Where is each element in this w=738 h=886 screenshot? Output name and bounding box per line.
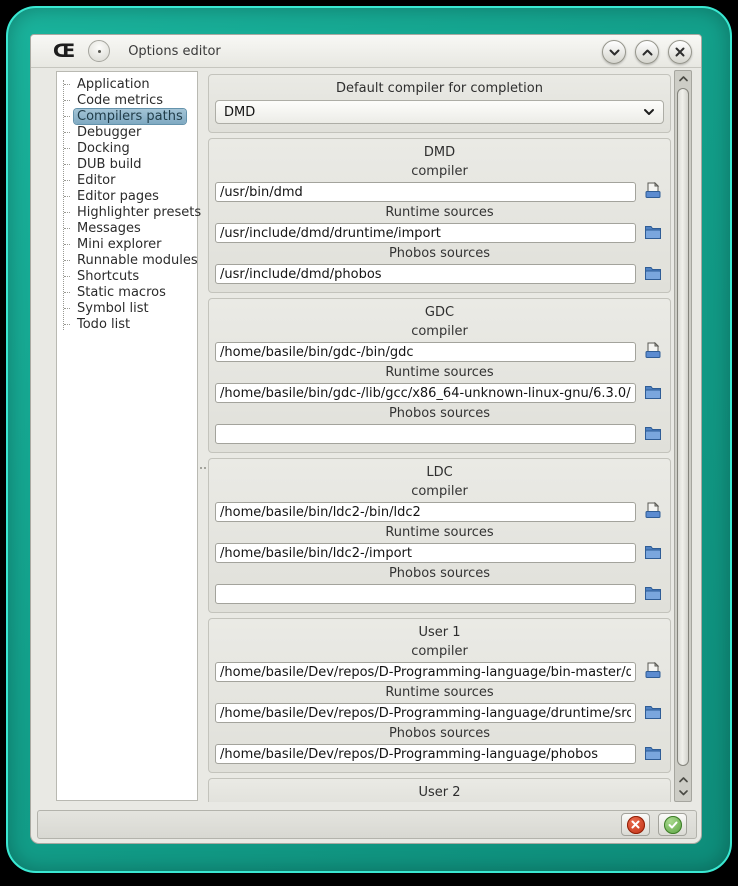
tree-branch-dots — [64, 212, 70, 213]
categories-panel — [56, 71, 202, 801]
titlebar[interactable] — [31, 35, 701, 68]
default-compiler-select[interactable] — [215, 100, 664, 124]
user1-compiler-input[interactable] — [215, 662, 636, 682]
field-row — [215, 182, 664, 202]
window-close-button[interactable] — [668, 40, 692, 64]
field-label: compiler — [411, 484, 468, 499]
sidebar-item-code-metrics[interactable] — [60, 92, 197, 108]
group-ldc — [208, 458, 671, 613]
window-shade-button[interactable] — [602, 40, 626, 64]
folder-icon — [644, 265, 662, 284]
scrollbar-thumb[interactable] — [677, 88, 689, 766]
field-label: Phobos sources — [388, 406, 491, 421]
group-gdc — [208, 298, 671, 453]
field-row — [215, 342, 664, 362]
accept-button[interactable] — [658, 813, 687, 836]
scroll-up-icon[interactable] — [675, 773, 691, 786]
sidebar-item-label: Static macros — [77, 284, 166, 300]
file-open-icon — [644, 182, 662, 202]
group-title: LDC — [426, 465, 453, 480]
folder-icon — [644, 704, 662, 723]
file-open-icon — [644, 502, 662, 522]
scroll-down-icon[interactable] — [675, 786, 691, 799]
user1-runtime-sources-input[interactable] — [215, 703, 636, 723]
dmd-runtime-sources-browse-button[interactable] — [642, 223, 664, 243]
accept-icon — [664, 816, 682, 834]
user1-compiler-browse-button[interactable] — [642, 662, 664, 682]
sidebar-item-label: Compilers paths — [74, 109, 186, 124]
field-label: Phobos sources — [388, 566, 491, 581]
field-label: compiler — [411, 324, 468, 339]
sidebar-item-label: Editor — [77, 172, 116, 188]
user1-runtime-sources-browse-button[interactable] — [642, 703, 664, 723]
sidebar-item-label: Editor pages — [77, 188, 159, 204]
close-icon — [675, 47, 685, 57]
window-menu-button[interactable] — [88, 40, 110, 62]
field-row — [215, 543, 664, 563]
field-row — [215, 502, 664, 522]
field-row — [215, 383, 664, 403]
field-row — [215, 662, 664, 682]
footer-bar — [37, 810, 697, 839]
group-dmd — [208, 138, 671, 293]
ldc-runtime-sources-input[interactable] — [215, 543, 636, 563]
field-label: Runtime sources — [385, 685, 494, 700]
field-label: Runtime sources — [385, 525, 494, 540]
window-unshade-button[interactable] — [635, 40, 659, 64]
scroll-up-icon[interactable] — [675, 72, 691, 85]
field-label: Phobos sources — [388, 246, 491, 261]
field-label: Runtime sources — [385, 365, 494, 380]
gdc-compiler-browse-button[interactable] — [642, 342, 664, 362]
chevron-down-icon — [643, 105, 655, 120]
sidebar-item-label: Application — [77, 76, 150, 92]
window-controls — [602, 40, 692, 64]
sidebar-item-static-macros[interactable] — [60, 284, 197, 300]
folder-icon — [644, 425, 662, 444]
sidebar-item-highlighter-presets[interactable] — [60, 204, 202, 220]
sidebar-item-docking[interactable] — [60, 140, 197, 156]
chevron-up-icon — [642, 49, 653, 56]
tree-branch-dots — [64, 324, 70, 325]
tree-branch-dots — [64, 180, 70, 181]
sidebar-item-compilers-paths[interactable] — [60, 108, 197, 124]
splitter[interactable] — [199, 71, 207, 801]
sidebar-item-label: Symbol list — [77, 300, 149, 316]
field-row — [215, 703, 664, 723]
tree-branch-dots — [64, 228, 70, 229]
sidebar-item-label: Todo list — [77, 316, 131, 332]
dmd-phobos-sources-browse-button[interactable] — [642, 264, 664, 284]
splitter-grip-dots — [200, 467, 206, 470]
coedit-logo-icon: Œ — [53, 39, 76, 62]
gdc-runtime-sources-input[interactable] — [215, 383, 636, 403]
tree-branch-dots — [64, 196, 70, 197]
field-label: Phobos sources — [388, 726, 491, 741]
tree-branch-dots — [64, 100, 70, 101]
selected-compiler-value: DMD — [224, 104, 256, 120]
tree-branch-dots — [64, 116, 70, 117]
sidebar-item-label: Debugger — [77, 124, 142, 140]
options-editor-window — [30, 34, 702, 844]
sidebar-item-label: Runnable modules — [77, 252, 198, 268]
field-label: compiler — [411, 644, 468, 659]
field-row — [215, 584, 664, 604]
group-title: User 1 — [418, 625, 461, 640]
sidebar-item-todo-list[interactable] — [60, 316, 197, 332]
chevron-down-icon — [609, 49, 620, 56]
user1-phobos-sources-browse-button[interactable] — [642, 744, 664, 764]
group-title: Default compiler for completion — [336, 81, 543, 96]
field-row — [215, 744, 664, 764]
sidebar-item-runnable-modules[interactable] — [60, 252, 197, 268]
tree-branch-dots — [64, 148, 70, 149]
gdc-runtime-sources-browse-button[interactable] — [642, 383, 664, 403]
field-row — [215, 223, 664, 243]
ldc-compiler-input[interactable] — [215, 502, 636, 522]
sidebar-item-label: Shortcuts — [77, 268, 140, 284]
group-default-compiler — [208, 74, 671, 133]
dmd-compiler-browse-button[interactable] — [642, 182, 664, 202]
folder-icon — [644, 224, 662, 243]
field-row — [215, 264, 664, 284]
field-label: Runtime sources — [385, 205, 494, 220]
window-title: Options editor — [128, 43, 221, 59]
user1-phobos-sources-input[interactable] — [215, 744, 636, 764]
folder-icon — [644, 384, 662, 403]
sidebar-item-symbol-list[interactable] — [60, 300, 197, 316]
folder-icon — [644, 745, 662, 764]
folder-icon — [644, 544, 662, 563]
gdc-phobos-sources-browse-button[interactable] — [642, 424, 664, 444]
sidebar-item-label: Highlighter presets — [77, 204, 202, 220]
gdc-phobos-sources-input[interactable] — [215, 424, 636, 444]
ldc-phobos-sources-input[interactable] — [215, 584, 636, 604]
tree-branch-dots — [64, 132, 70, 133]
tree-branch-dots — [64, 260, 70, 261]
ldc-runtime-sources-browse-button[interactable] — [642, 543, 664, 563]
sidebar-item-shortcuts[interactable] — [60, 268, 197, 284]
sidebar-item-label: Messages — [77, 220, 141, 236]
sidebar-item-dub-build[interactable] — [60, 156, 197, 172]
ldc-phobos-sources-browse-button[interactable] — [642, 584, 664, 604]
tree-branch-dots — [64, 84, 70, 85]
sidebar-item-messages[interactable] — [60, 220, 197, 236]
dmd-compiler-input[interactable] — [215, 182, 636, 202]
sidebar-item-editor-pages[interactable] — [60, 188, 197, 204]
group-title: GDC — [424, 305, 455, 320]
field-label: compiler — [411, 164, 468, 179]
group-title: User 2 — [418, 785, 461, 800]
file-open-icon — [644, 342, 662, 362]
dmd-runtime-sources-input[interactable] — [215, 223, 636, 243]
group-title: DMD — [423, 145, 456, 160]
sidebar-item-mini-explorer[interactable] — [60, 236, 197, 252]
folder-icon — [644, 585, 662, 604]
group-user2 — [208, 778, 671, 802]
ldc-compiler-browse-button[interactable] — [642, 502, 664, 522]
tree-branch-dots — [64, 164, 70, 165]
categories-list — [57, 72, 202, 332]
sidebar-item-label: Docking — [77, 140, 130, 156]
sidebar-item-label: Code metrics — [77, 92, 164, 108]
file-open-icon — [644, 662, 662, 682]
vertical-scrollbar[interactable] — [674, 70, 692, 802]
cancel-icon — [627, 816, 645, 834]
sidebar-item-editor[interactable] — [60, 172, 197, 188]
tree-branch-dots — [64, 244, 70, 245]
dmd-phobos-sources-input[interactable] — [215, 264, 636, 284]
sidebar-item-debugger[interactable] — [60, 124, 197, 140]
tree-branch-dots — [64, 292, 70, 293]
tree-branch-dots — [64, 276, 70, 277]
sidebar-item-label: DUB build — [77, 156, 142, 172]
cancel-button[interactable] — [621, 813, 650, 836]
tree-branch-dots — [64, 308, 70, 309]
sidebar-item-label: Mini explorer — [77, 236, 162, 252]
field-row — [215, 424, 664, 444]
sidebar-item-application[interactable] — [60, 76, 197, 92]
group-user1 — [208, 618, 671, 773]
compilers-paths-panel — [208, 70, 671, 802]
gdc-compiler-input[interactable] — [215, 342, 636, 362]
